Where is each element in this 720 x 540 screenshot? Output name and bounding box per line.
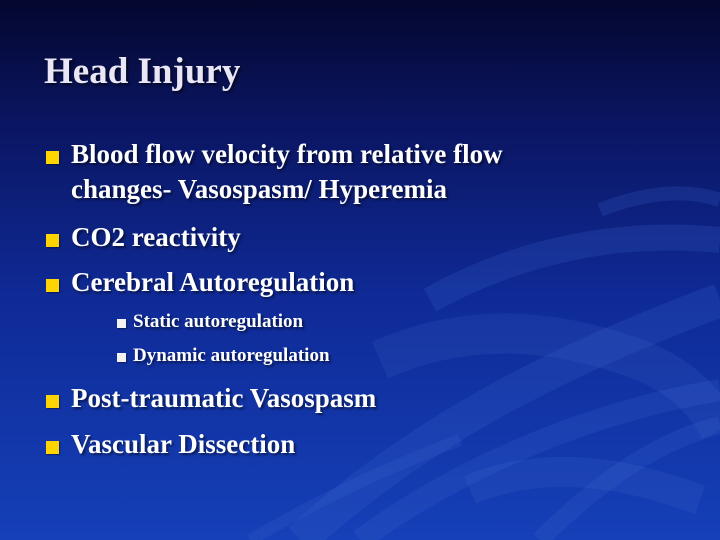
sub-bullet-text: Dynamic autoregulation xyxy=(133,345,330,366)
bullet-text: Post-traumatic Vasospasm xyxy=(71,383,377,413)
sub-bullet-item-static-autoregulation xyxy=(117,309,557,335)
square-bullet-icon xyxy=(46,441,59,454)
bullet-item-post-traumatic-vasospasm xyxy=(46,381,606,416)
bullet-item-blood-flow-velocity xyxy=(46,137,606,207)
square-sub-bullet-icon xyxy=(117,319,126,328)
bullet-text-line-2: changes- Vasospasm/ Hyperemia xyxy=(71,174,448,204)
slide-title: Head Injury xyxy=(44,51,241,92)
bullet-item-vascular-dissection xyxy=(46,427,606,462)
bullet-text: Cerebral Autoregulation xyxy=(71,267,355,297)
square-bullet-icon xyxy=(46,151,59,164)
bullet-text: Vascular Dissection xyxy=(71,429,296,459)
square-bullet-icon xyxy=(46,234,59,247)
square-bullet-icon xyxy=(46,279,59,292)
sub-bullet-text: Static autoregulation xyxy=(133,311,304,332)
sub-bullet-item-dynamic-autoregulation xyxy=(117,343,557,369)
bullet-item-cerebral-autoregulation xyxy=(46,265,606,300)
bullet-text xyxy=(71,137,606,207)
bullet-text: CO2 reactivity xyxy=(71,222,241,252)
bullet-item-co2-reactivity xyxy=(46,220,606,255)
bullet-text-line-1: Blood flow velocity from relative flow xyxy=(71,139,503,169)
square-bullet-icon xyxy=(46,395,59,408)
square-sub-bullet-icon xyxy=(117,353,126,362)
